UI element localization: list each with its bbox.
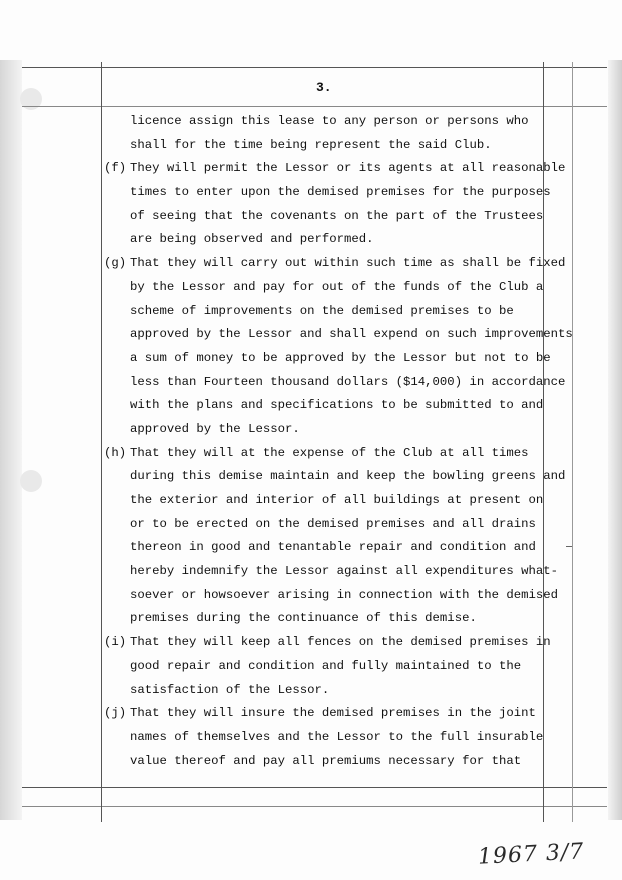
clause-text: They will permit the Lessor or its agents at all reasonable	[130, 161, 566, 176]
clause-label-g: (g)	[104, 256, 127, 271]
clause-text: of seeing that the covenants on the part of the Trustees	[130, 208, 544, 223]
outer-right-margin-rule	[572, 62, 573, 822]
continuation-line: shall for the time being represent the said Club.	[130, 137, 492, 152]
top-margin-rule-inner	[22, 106, 607, 107]
scan-left-edge	[0, 60, 22, 820]
clause-text: value thereof and pay all premiums necessary for that	[130, 753, 522, 768]
left-margin-rule	[101, 62, 102, 822]
clause-text: That they will insure the demised premises in the joint	[130, 706, 536, 721]
clause-text: That they will carry out within such time as shall be fixed	[130, 256, 566, 271]
clause-text: the exterior and interior of all buildings at present on	[130, 493, 544, 507]
clause-label-j: (j)	[104, 706, 127, 721]
clause-text: hereby indemnify the Lessor against all expenditures what-	[130, 564, 559, 579]
clause-text: are being observed and performed.	[130, 232, 374, 247]
top-margin-rule	[22, 67, 607, 68]
page-number: 3.	[316, 80, 332, 95]
continuation-line: licence assign this lease to any person or persons who	[130, 114, 529, 128]
clause-text: premises during the continuance of this demise.	[130, 611, 477, 626]
lease-body-text	[104, 110, 573, 773]
clause-text: during this demise maintain and keep the bowling greens and	[130, 469, 566, 484]
clause-text: names of themselves and the Lessor to the full insurable	[130, 729, 544, 744]
clause-text: good repair and condition and fully maintained to the	[130, 658, 522, 673]
clause-text: soever or howsoever arising in connection with the demised	[130, 587, 559, 602]
clause-text: with the plans and specifications to be submitted to and	[130, 398, 544, 413]
clause-label-i: (i)	[104, 635, 127, 650]
clause-label-h: (h)	[104, 445, 127, 460]
clause-text: approved by the Lessor.	[130, 421, 300, 436]
clause-text: That they will at the expense of the Club at all times	[130, 445, 529, 460]
clause-text: That they will keep all fences on the demised premises in	[130, 635, 551, 650]
clause-text: less than Fourteen thousand dollars ($14,000) in accordance	[130, 374, 566, 389]
clause-i-line	[104, 631, 549, 655]
scan-right-edge	[608, 60, 622, 820]
clause-text: approved by the Lessor and shall expend on such improvements	[130, 327, 573, 342]
handwritten-note: 1967 3/7	[477, 839, 585, 870]
clause-label-f: (f)	[104, 161, 127, 176]
clause-text: by the Lessor and pay for out of the funds of the Club a	[130, 279, 544, 294]
clause-text: scheme of improvements on the demised premises to be	[130, 303, 514, 318]
margin-mark	[566, 546, 572, 547]
clause-text: times to enter upon the demised premises for the purposes	[130, 185, 551, 200]
bottom-margin-rule	[22, 787, 607, 788]
punch-hole-middle	[20, 470, 42, 492]
clause-text: satisfaction of the Lessor.	[130, 682, 330, 697]
clause-j-line	[104, 702, 549, 726]
clause-h-line	[104, 442, 549, 466]
clause-g-line	[104, 252, 566, 276]
clause-text: thereon in good and tenantable repair and condition and	[130, 540, 536, 555]
clause-text: a sum of money to be approved by the Lessor but not to be	[130, 350, 551, 365]
clause-f-line	[104, 157, 566, 181]
bottom-margin-rule-inner	[22, 806, 607, 807]
clause-text: or to be erected on the demised premises and all drains	[130, 516, 536, 531]
